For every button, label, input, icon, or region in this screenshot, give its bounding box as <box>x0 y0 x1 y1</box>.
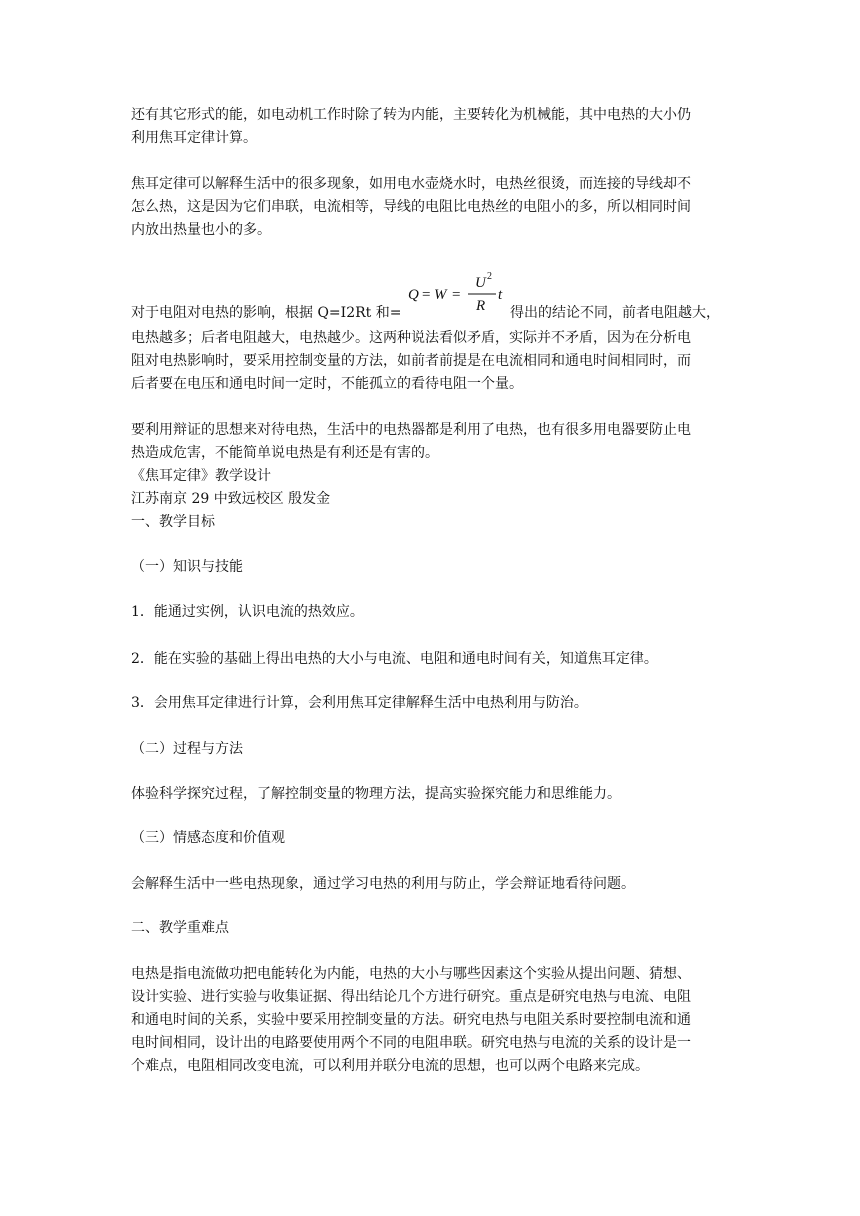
text-line: 和通电时间的关系，实验中要采用控制变量的方法。研究电热与电阻关系时要控制电流和通 <box>131 1012 691 1028</box>
paragraph-dialectical <box>131 419 737 534</box>
formula-equals-1: = <box>422 287 431 303</box>
paragraph-energy-forms <box>131 104 737 150</box>
paragraph-attitude: 会解释生活中一些电热现象，通过学习电热的利用与防止，学会辩证地看待问题。 <box>131 876 635 892</box>
section-heading: 一、教学目标 <box>131 514 215 530</box>
subheading-attitude: （三）情感态度和价值观 <box>131 830 285 846</box>
paragraph-key-points <box>131 963 737 1078</box>
list-item: 1．能通过实例，认识电流的热效应。 <box>131 604 364 620</box>
formula-trail-text: 得出的结论不同，前者电阻越大， <box>510 305 720 321</box>
formula-u: U <box>475 275 486 291</box>
text-line: 还有其它形式的能，如电动机工作时除了转为内能，主要转化为机械能，其中电热的大小仍 <box>131 107 691 123</box>
text-line: 设计实验、进行实验与收集证据、得出结论几个方进行研究。重点是研究电热与电流、电阻 <box>131 989 691 1005</box>
text-line: 焦耳定律可以解释生活中的很多现象，如用电水壶烧水时，电热丝很烫，而连接的导线却不 <box>131 176 691 192</box>
formula-q: Q <box>408 287 419 303</box>
formula-t: t <box>498 287 503 303</box>
list-item: 3．会用焦耳定律进行计算，会利用焦耳定律解释生活中电热利用与防治。 <box>131 695 588 711</box>
text-line: 内放出热量也小的多。 <box>131 222 271 238</box>
text-line: 要利用辩证的思想来对待电热，生活中的电热器都是利用了电热，也有很多用电器要防止电 <box>131 422 691 438</box>
paragraph-joule-law-phenomena <box>131 173 737 242</box>
design-title: 《焦耳定律》教学设计 <box>131 468 271 484</box>
formula-lead-text: 对于电阻对电热的影响，根据 Q=I2Rt 和= <box>131 305 402 321</box>
text-line: 热造成危害，不能简单说电热是有利还是有害的。 <box>131 445 439 461</box>
formula-line <box>131 270 737 321</box>
text-line: 电时间相同，设计出的电路要使用两个不同的电阻串联。研究电热与电流的关系的设计是一 <box>131 1035 691 1051</box>
formula-w: W <box>434 287 447 303</box>
text-line: 怎么热，这是因为它们串联，电流相等，导线的电阻比电热丝的电阻小的多，所以相同时间 <box>131 199 691 215</box>
formula-equals-2: = <box>452 287 461 303</box>
paragraph-process: 体验科学探究过程，了解控制变量的物理方法，提高实验探究能力和思维能力。 <box>131 786 621 802</box>
author-line: 江苏南京 29 中致远校区 殷发金 <box>131 491 331 507</box>
text-line: 后者要在电压和通电时间一定时，不能孤立的看待电阻一个量。 <box>131 376 523 392</box>
text-line: 电热是指电流做功把电能转化为内能，电热的大小与哪些因素这个实验从提出问题、猜想、 <box>131 966 691 982</box>
text-line: 利用焦耳定律计算。 <box>131 130 257 146</box>
list-item: 2．能在实验的基础上得出电热的大小与电流、电阻和通电时间有关，知道焦耳定律。 <box>131 651 658 667</box>
text-line: 个难点，电阻相同改变电流，可以利用并联分电流的思想，也可以两个电路来完成。 <box>131 1058 649 1074</box>
paragraph-resistance-effect <box>131 327 737 396</box>
formula-r: R <box>476 298 486 312</box>
text-line: 阻对电热影响时，要采用控制变量的方法，如前者前提是在电流相同和通电时间相同时，而 <box>131 353 691 369</box>
formula-exponent: 2 <box>487 271 492 282</box>
subheading-knowledge: （一）知识与技能 <box>131 559 243 575</box>
section-heading: 二、教学重难点 <box>131 920 229 936</box>
subheading-process: （二）过程与方法 <box>131 741 243 757</box>
joule-formula <box>406 270 516 312</box>
text-line: 电热越多；后者电阻越大，电热越少。这两种说法看似矛盾，实际并不矛盾，因为在分析电 <box>131 330 691 346</box>
